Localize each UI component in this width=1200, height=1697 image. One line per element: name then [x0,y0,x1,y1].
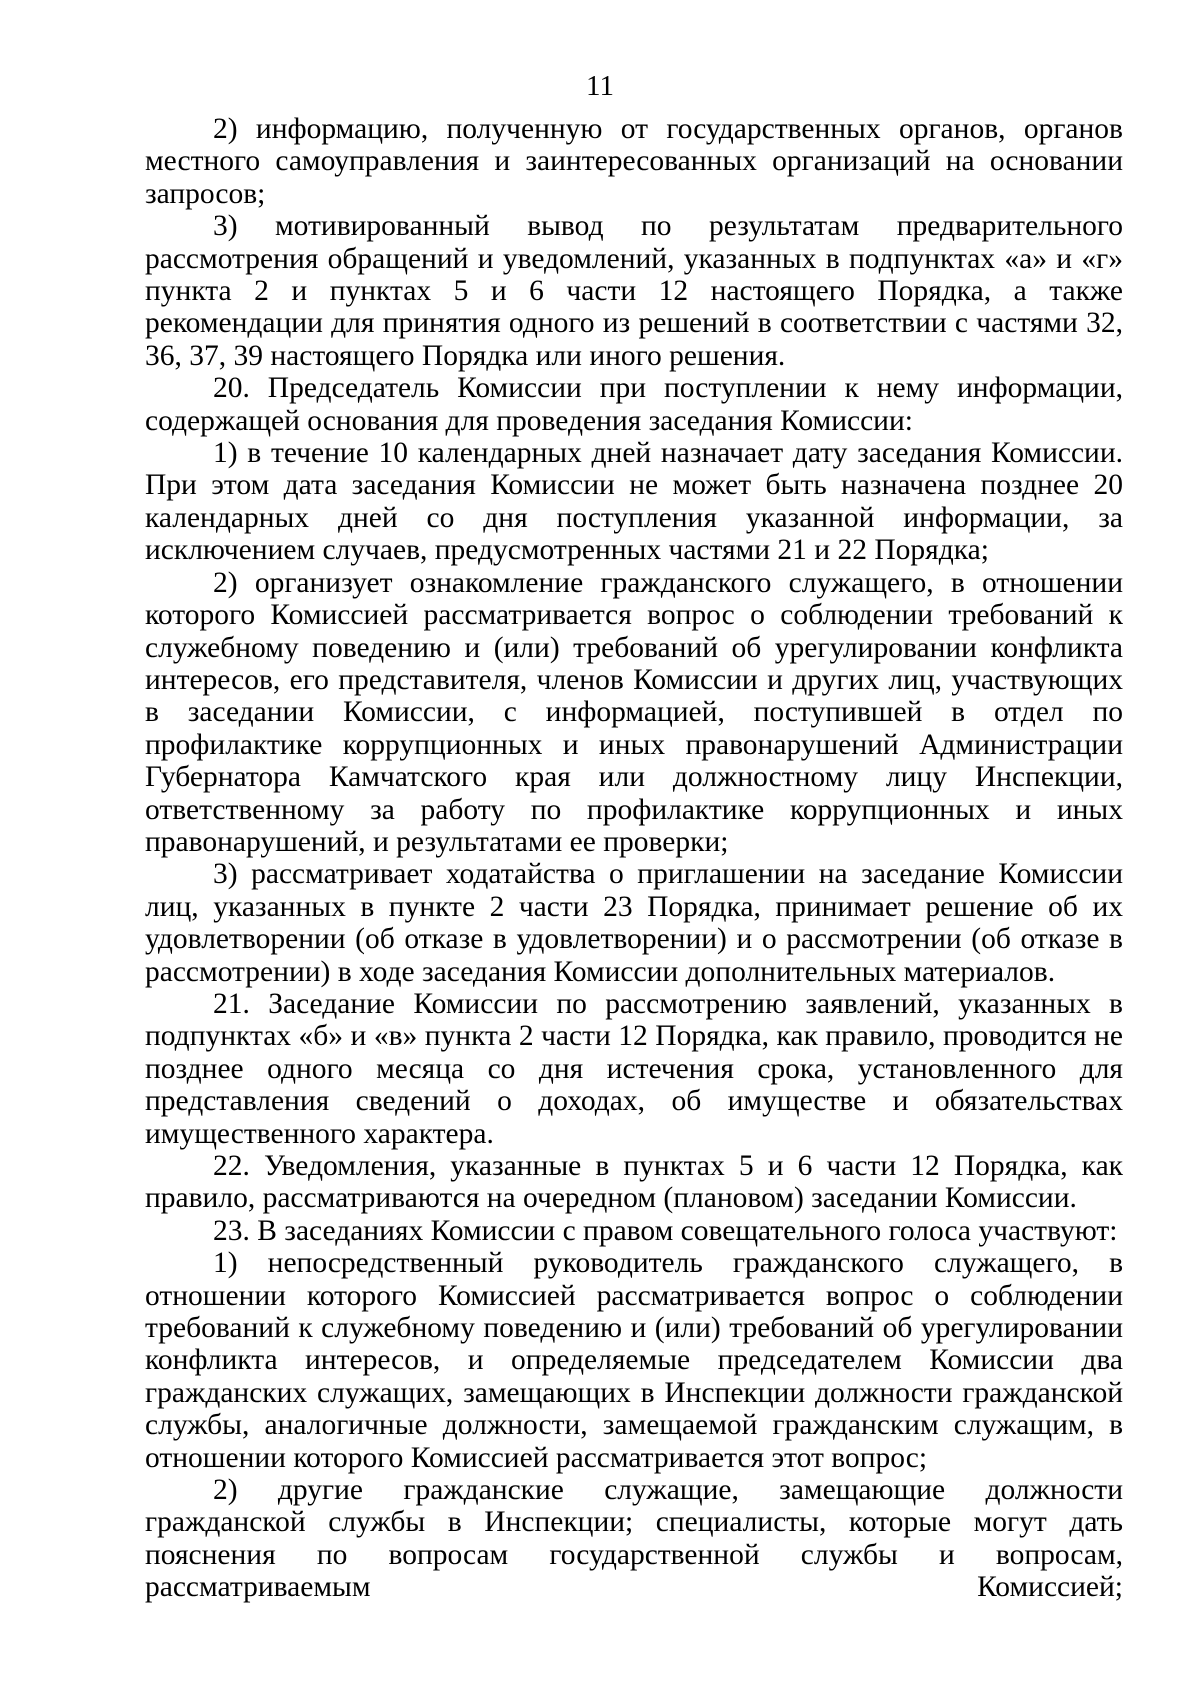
paragraph-section-20: 20. Председатель Комиссии при поступлении к нему информации, содержащей основания для проведения заседания Комиссии: [145,372,1123,437]
paragraph-section-23-item-2: 2) другие гражданские служащие, замещающие должности гражданской службы в Инспекции; специалисты, которые могут дать пояснения по вопросам государственной службы и вопросам, рассматриваемым Комиссией; [145,1474,1123,1604]
page-number: 11 [586,70,614,102]
paragraph-section-22: 22. Уведомления, указанные в пунктах 5 и 6 части 12 Порядка, как правило, рассматриваются на очередном (плановом) заседании Комиссии. [145,1150,1123,1215]
paragraph-section-23-item-1: 1) непосредственный руководитель гражданского служащего, в отношении которого Комиссией рассматривается вопрос о соблюдении требований к служебному поведению и (или) требований об урегулировании конфликта интересов, и определяемые председателем Комиссии два гражданских служащих, замещающих в Инспекции должности гражданской службы, аналогичные должности, замещаемой гражданским служащим, в отношении которого Комиссией рассматривается этот вопрос; [145,1247,1123,1474]
paragraph-section-20-item-3: 3) рассматривает ходатайства о приглашении на заседание Комиссии лиц, указанных в пункте 2 части 23 Порядка, принимает решение об их удовлетворении (об отказе в удовлетворении) и о рассмотрении (об отказе в рассмотрении) в ходе заседания Комиссии дополнительных материалов. [145,858,1123,988]
paragraph-item-3-motivated-conclusion: 3) мотивированный вывод по результатам предварительного рассмотрения обращений и уведомлений, указанных в подпунктах «а» и «г» пункта 2 и пунктах 5 и 6 части 12 настоящего Порядка, а также рекомендации для принятия одного из решений в соответствии с частями 32, 36, 37, 39 настоящего Порядка или иного решения. [145,210,1123,372]
paragraph-section-23: 23. В заседаниях Комиссии с правом совещательного голоса участвуют: [213,1214,1118,1247]
paragraph-section-20-item-1: 1) в течение 10 календарных дней назначает дату заседания Комиссии. При этом дата заседания Комиссии не может быть назначена позднее 20 календарных дней со дня поступления указанной информации, за исключением случаев, предусмотренных частями 21 и 22 Порядка; [145,437,1123,567]
paragraph-section-20-item-2: 2) организует ознакомление гражданского служащего, в отношении которого Комиссией рассматривается вопрос о соблюдении требований к служебному поведению и (или) требований об урегулировании конфликта интересов, его представителя, членов Комиссии и других лиц, участвующих в заседании Комиссии, с информацией, поступившей в отдел по профилактике коррупционных и иных правонарушений Администрации Губернатора Камчатского края или должностному лицу Инспекции, ответственному за работу по профилактике коррупционных и иных правонарушений, и результатами ее проверки; [145,566,1123,858]
document-body [145,113,1123,1604]
paragraph-section-21: 21. Заседание Комиссии по рассмотрению заявлений, указанных в подпунктах «б» и «в» пункта 2 части 12 Порядка, как правило, проводится не позднее одного месяца со дня истечения срока, установленного для представления сведений о доходах, об имуществе и обязательствах имущественного характера. [145,987,1123,1150]
paragraph-item-2-information: 2) информацию, полученную от государственных органов, органов местного самоуправления и заинтересованных организаций на основании запросов; [145,113,1123,210]
